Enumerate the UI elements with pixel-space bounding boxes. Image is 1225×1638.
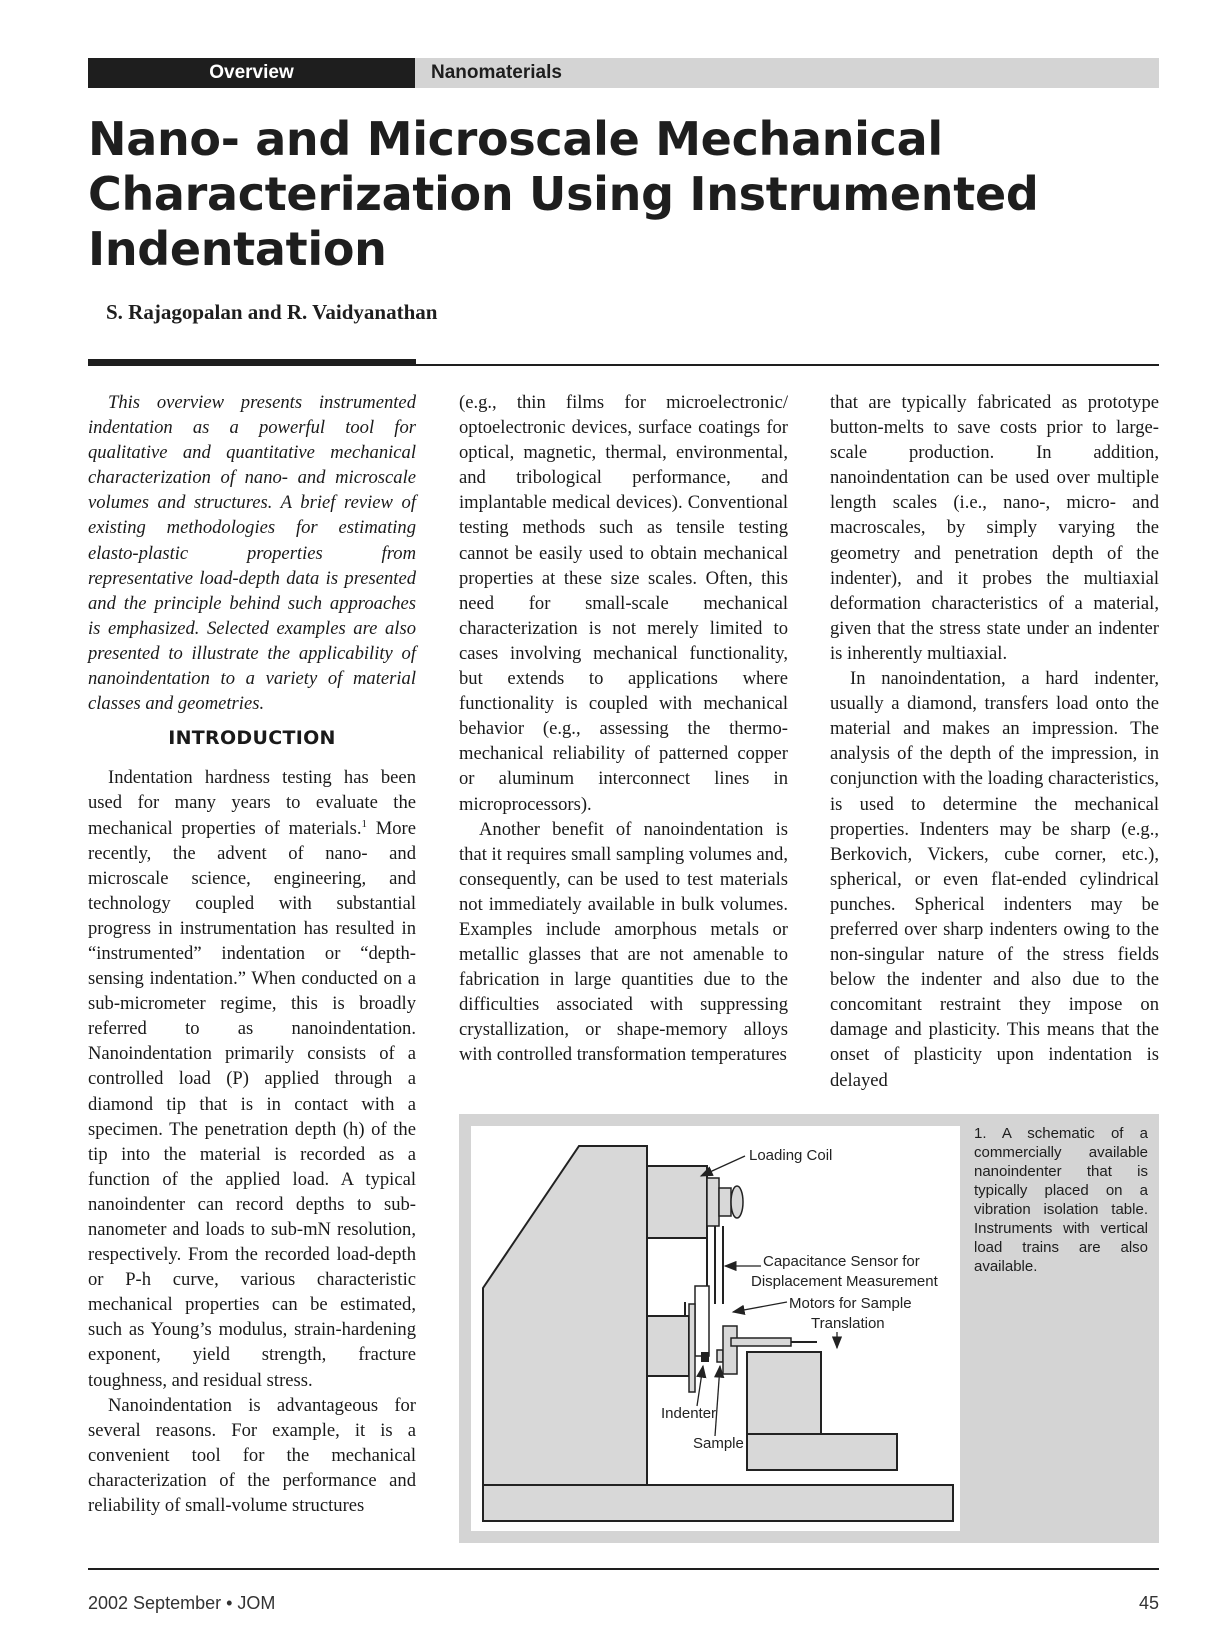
title-line: Indentation: [88, 222, 387, 276]
figure-1: [459, 1114, 1159, 1543]
cap-sensor-label: Displacement Measurement: [751, 1273, 938, 1290]
loading-coil: [707, 1178, 719, 1226]
translation-rod: [731, 1338, 791, 1346]
frame: [483, 1146, 647, 1485]
paragraph: that are typically fabricated as prototype button-melts to save costs prior to large-scale production. In addition, nanoindentation can be used over multiple length scales (i.e., nano-, micro- and macroscales, by simply varying the geometry and penetration depth of the indenter), and it probes the multiaxial deformation characteristics of a material, given that the stress state under an indenter is inherently multiaxial.: [830, 392, 1159, 664]
indenter-column: [695, 1286, 709, 1356]
capacitor-plate: [689, 1304, 695, 1392]
loading-coil-label: Loading Coil: [749, 1147, 833, 1164]
arrow: [715, 1366, 720, 1436]
figure-caption: 1. A schematic of a commercially available nanoindenter that is typically placed on a vibration isolation table. Instruments with vertical load trains are also available.: [974, 1125, 1148, 1275]
section-label: Overview: [88, 58, 415, 88]
title-line: Nano- and Microscale Mechanical: [88, 112, 943, 166]
column-3: [830, 390, 1159, 1093]
paragraph: In nanoindentation, a hard indenter, usually a diamond, transfers load onto the material and makes an impression. The analysis of the depth of the impression, in conjunction with the loading characteristics, is used to determine the mechanical properties. Indenters may be sharp (e.g., Berkovich, Vickers, cube corner, etc.), spherical, or even flat-ended cylindrical punches. Spherical indenters may be preferred over sharp indenters owing to the non-singular nature of the stress fields below the indenter and also due to the concomitant restraint they impose on damage and plasticity. This means that the onset of plasticity upon indentation is delayed: [830, 668, 1159, 1091]
paragraph: [88, 765, 416, 1392]
stage-block: [747, 1352, 821, 1434]
footer-rule: [88, 1568, 1159, 1570]
authors: S. Rajagopalan and R. Vaidyanathan: [106, 300, 438, 324]
paragraph: Another benefit of nanoindentation is that it requires small sampling volumes and, consequently, can be used to test materials not immediately available in bulk volumes. Examples include amorphous metals or metallic glasses that are not amenable to fabrication in large quantities due to the difficulties associated with suppressing crystallization, or shape-memory alloys with controlled transformation temperatures: [459, 818, 788, 1066]
header-rule-thin: [416, 364, 1159, 366]
reference-marker: 1: [361, 817, 367, 830]
sample-stage: [723, 1326, 737, 1374]
cap-sensor-label: Capacitance Sensor for: [763, 1253, 920, 1270]
sample: [717, 1350, 723, 1362]
paragraph: (e.g., thin films for microelectronic/ optoelectronic devices, surface coatings for optical, magnetic, thermal, environmental, and tribological performance, and implantable medical devices). Conventional testing methods such as tensile testing cannot be easily used to obtain mechanical properties at these size scales. Often, this need for small-scale mechanical characterization is not merely limited to cases involving mechanical functionality, but extends to applications where functionality is coupled with mechanical behavior (e.g., assessing the thermo-mechanical reliability of patterned copper or aluminum interconnect lines in microprocessors).: [459, 392, 788, 815]
sample-label: Sample: [693, 1435, 744, 1452]
indenter-tip: [701, 1352, 709, 1362]
nanoindenter-schematic: [471, 1126, 960, 1531]
stage-platform: [747, 1434, 897, 1470]
paragraph: Nanoindentation is advantageous for several reasons. For example, it is a convenient tool for the mechanical characterization of the performance and reliability of small-volume structures: [88, 1394, 416, 1517]
topic-label: Nanomaterials: [415, 58, 1159, 88]
middle-block: [647, 1316, 689, 1376]
footer-journal: 2002 September • JOM: [88, 1593, 276, 1613]
motors-label: Translation: [811, 1315, 885, 1332]
article-title: [88, 112, 1168, 277]
upper-block: [647, 1166, 707, 1238]
column-2: [459, 390, 788, 1068]
motors-label: Motors for Sample: [789, 1295, 912, 1312]
figure-schematic: [471, 1126, 960, 1531]
section-heading-introduction: INTRODUCTION: [168, 727, 336, 750]
coil-plate: [719, 1188, 731, 1216]
spring-disc: [731, 1186, 743, 1218]
abstract: This overview presents instrumented indentation as a powerful tool for qualitative and quantitative mechanical characterization of nano- and microscale volumes and structures. A brief review of existing methodologies for estimating elasto-plastic properties from representative load-depth data is presented and the principle behind such approaches is emphasized. Selected examples are also presented to illustrate the applicability of nanoindentation to a variety of material classes and geometries.: [88, 392, 416, 715]
page-number: 45: [1138, 1593, 1159, 1613]
title-line: Characterization Using Instrumented: [88, 167, 1039, 221]
arrow: [733, 1302, 787, 1312]
paragraph-text: Indentation hardness testing has been used for many years to evaluate the mechanical properties of materials.: [88, 767, 416, 839]
paragraph-text: More recently, the advent of nano- and microscale science, engineering, and technology coupled with substantial progress in instrumentation has resulted in “instrumented” indentation or “depth-sensing indentation.” When conducted on a sub-micrometer regime, this is broadly referred to as nanoindentation. Nanoindentation primarily consists of a controlled load (P) applied through a diamond tip that is in contact with a specimen. The penetration depth (h) of the tip into the material is recorded as a function of the applied load. A typical nanoindenter can record depths to sub-nanometer and loads to sub-mN resolution, respectively. From the recorded load-depth or P-h curve, various characteristic mechanical properties can be estimated, such as Young’s modulus, strain-hardening exponent, yield strength, fracture toughness, and residual stress.: [88, 817, 416, 1391]
column-1: [88, 390, 416, 1518]
indenter-label: Indenter: [661, 1405, 717, 1422]
header-rule-thick: [88, 359, 416, 366]
arrow: [697, 1366, 703, 1406]
base-slab: [483, 1485, 953, 1521]
